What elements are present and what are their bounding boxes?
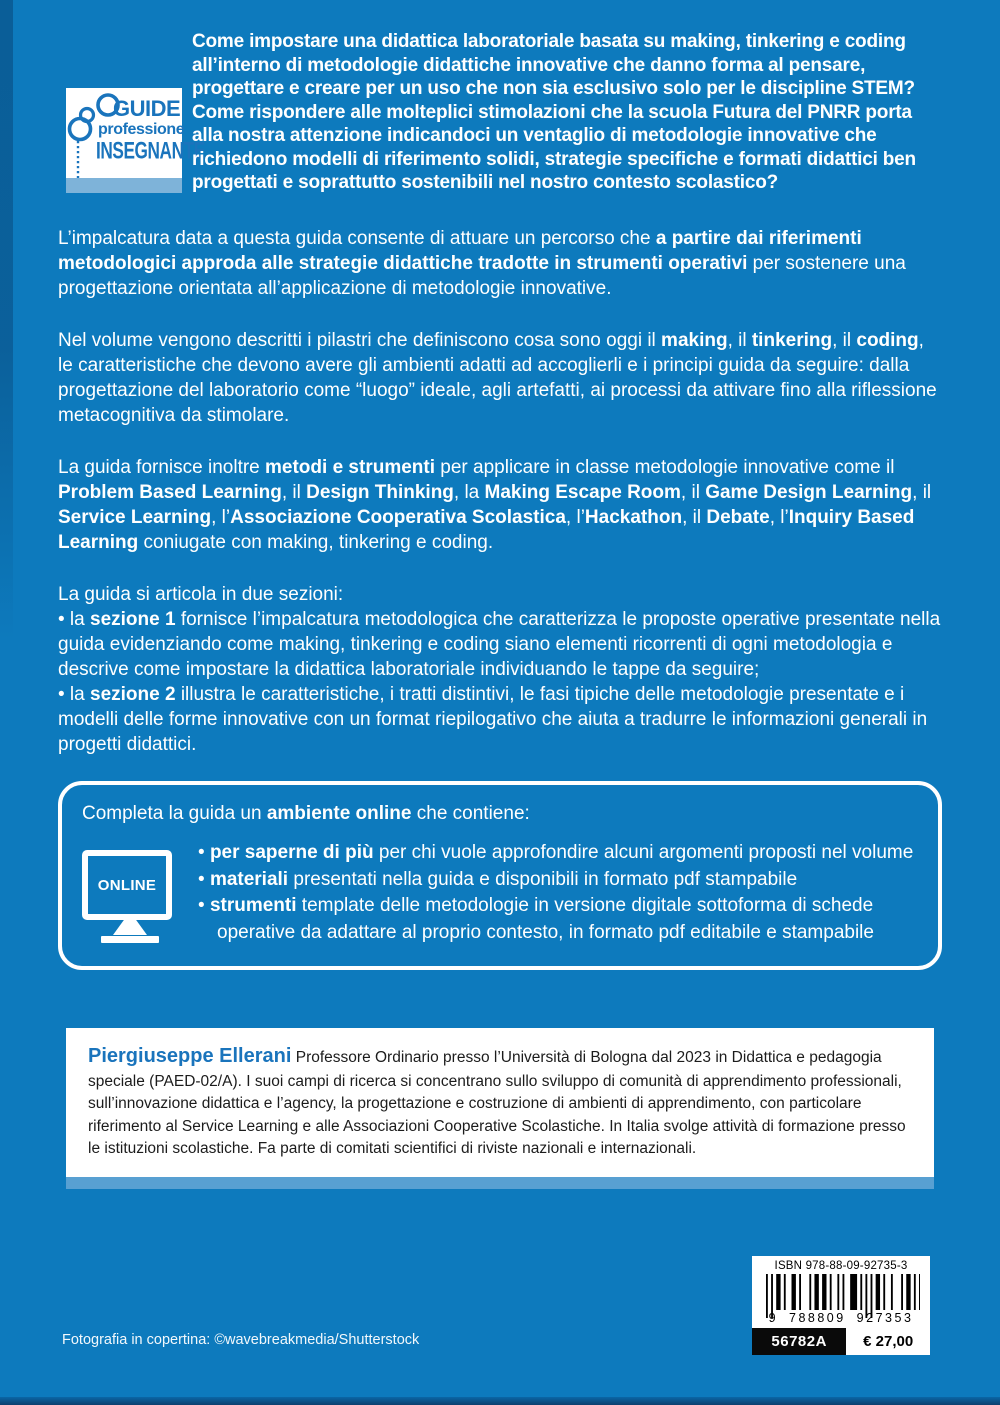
- author-bio-box: [66, 1028, 934, 1189]
- edition-code: 56782A: [752, 1328, 846, 1355]
- logo-underline-band: [66, 178, 182, 193]
- section2-bullet: • la sezione 2 illustra le caratteristiche, i tratti distintivi, le fasi tipiche delle metodologie presentate e i modelli delle forme innovative con un format riepilogativo che aiuta a tradurre le informazioni generali in progetti didattici.: [58, 684, 928, 755]
- paragraph-methods: La guida fornisce inoltre metodi e strumenti per applicare in classe metodologie innovative come il Problem Based Learning, il Design Thinking, la Making Escape Room, il Game Design Learning, il Service Learning, l’Associazione Cooperativa Scolastica, l’Hackathon, il Debate, l’Inquiry Based Learning coniugate con making, tinkering e coding.: [58, 457, 932, 553]
- barcode-block: [752, 1256, 930, 1355]
- monitor-stand: [113, 920, 147, 935]
- bottom-edge: [0, 1397, 1000, 1405]
- author-bio-paragraph: [66, 1028, 934, 1177]
- paragraph-volume: Nel volume vengono descritti i pilastri che definiscono cosa sono oggi il making, il tinkering, il coding, le caratteristiche che devono avere gli ambienti adatti ad accoglierli e i principi guida da seguire: dalla progettazione del laboratorio come “luogo” ideale, agli artefatti, ai processi da attivare fino alla riflessione metacognitiva da stimolare.: [58, 330, 937, 426]
- online-bullet-2: • materiali presentati nella guida e disponibili in formato pdf stampabile: [198, 868, 798, 890]
- paragraph-sections: [58, 582, 942, 757]
- section1-bullet: • la sezione 1 fornisce l’impalcatura metodologica che caratterizza le proposte operative presentate nella guida evidenziando come making, tinkering e coding siano elementi ricorrenti di ogni metodologia e descrive come impostare la didattica laboratoriale individuando le tappe da seguire;: [58, 609, 941, 680]
- paragraph-scaffold: L’impalcatura data a questa guida consente di attuare un percorso che a partire dai riferimenti metodologici approda alle strategie didattiche tradotte in strumenti operativi per sostenere una progettazione orientata all’applicazione di metodologie innovative.: [58, 228, 906, 299]
- barcode-digits: 9 788809 927353: [768, 1311, 914, 1325]
- barcode-top: [752, 1256, 930, 1328]
- isbn-label: ISBN 978-88-09-92735-3: [774, 1260, 908, 1272]
- sections-intro: La guida si articola in due sezioni:: [58, 584, 344, 605]
- logo-text-professione: professione: [98, 121, 185, 138]
- online-bullet-1: • per saperne di più per chi vuole approfondire alcuni argomenti proposti nel volume: [198, 842, 914, 863]
- author-name: Piergiuseppe Ellerani: [88, 1045, 292, 1067]
- logo-text-guide: GUIDE: [113, 96, 181, 121]
- publisher-logo: [66, 88, 205, 178]
- intro-paragraph: Come impostare una didattica laboratoriale basata su making, tinkering e coding all’interno di metodologie didattiche innovative che danno forma al pensare, progettare e creare per un uso che non sia esclusivo solo per le discipline STEM? Come rispondere alle molteplici stimolazioni che la scuola Futura del PNRR porta alla nostra attenzione indicandoci un ventaglio di metodologie innovative che richiedono modelli di riferimento solidi, strategie specifiche e formati didattici ben progettati e soprattutto sostenibili nel nostro contesto scolastico?: [192, 31, 916, 193]
- monitor-icon: [82, 840, 178, 943]
- monitor-label: ONLINE: [97, 876, 157, 894]
- online-box-content: [82, 840, 916, 946]
- online-bullet-list: [198, 840, 916, 946]
- monitor-screen: [82, 850, 172, 920]
- logo-text-insegnante: INSEGNANTE: [96, 138, 205, 165]
- barcode-bottom-row: [752, 1328, 930, 1355]
- body-column: [58, 226, 942, 970]
- spine-shadow: [0, 0, 13, 640]
- price: € 27,00: [846, 1328, 930, 1355]
- online-box-heading: Completa la guida un ambiente online che contiene:: [82, 803, 530, 824]
- online-box: [58, 781, 942, 970]
- photo-credit: Fotografia in copertina: ©wavebreakmedia/Shutterstock: [62, 1332, 420, 1348]
- online-bullet-3: • strumenti template delle metodologie in versione digitale sottoforma di schede operative da adattare al proprio contesto, in formato pdf editabile e stampabile: [198, 895, 874, 943]
- monitor-base: [101, 936, 159, 943]
- author-bio: Professore Ordinario presso l’Università di Bologna dal 2023 in Didattica e pedagogia speciale (PAED-02/A). I suoi campi di ricerca si concentrano sullo sviluppo di comunità di apprendimento professionali, sull’innovazione didattica e l’agency, la progettazione e costruzione di ambienti di apprendimento, con particolare riferimento al Service Learning e alle Associazioni Cooperative Scolastiche. In Italia svolge attività di formazione presso le istituzioni scolastiche. Fa parte di comitati scientifici di riviste nazionali e internazionali.: [88, 1049, 906, 1158]
